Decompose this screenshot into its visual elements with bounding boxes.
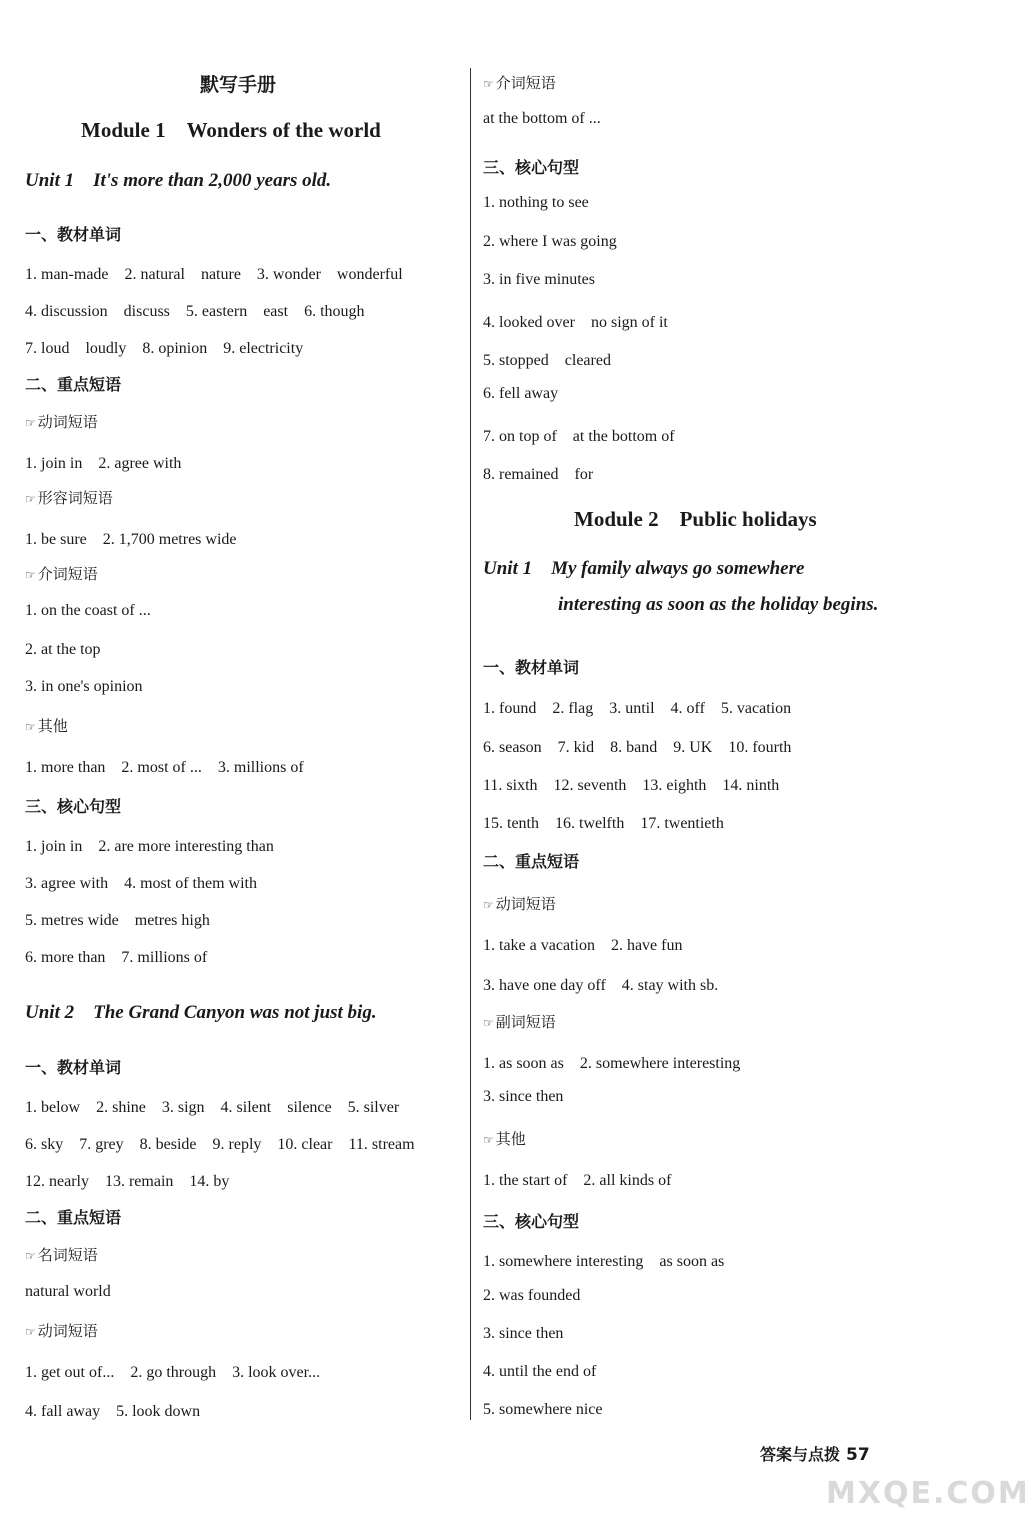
answer-line: at the bottom of ... — [483, 110, 601, 127]
unit1-heading-cont: interesting as soon as the holiday begins. — [558, 594, 879, 615]
answer-line: 12. nearly 13. remain 14. by — [25, 1173, 230, 1190]
answer-line: 8. remained for — [483, 466, 594, 483]
pointing-hand-icon: ☞ — [483, 1016, 494, 1030]
answer-line: 4. discussion discuss 5. eastern east 6. though — [25, 303, 365, 320]
answer-line: 3. have one day off 4. stay with sb. — [483, 977, 719, 994]
answer-line: 1. the start of 2. all kinds of — [483, 1172, 672, 1189]
pointing-hand-icon: ☞ — [483, 77, 494, 91]
section-heading: 一、教材单词 — [25, 225, 122, 244]
answer-line: 6. season 7. kid 8. band 9. UK 10. fourth — [483, 739, 792, 756]
answer-line: 5. metres wide metres high — [25, 912, 210, 929]
answer-line: 3. since then — [483, 1088, 564, 1105]
answer-line: 1. nothing to see — [483, 194, 589, 211]
answer-line: 1. join in 2. agree with — [25, 455, 182, 472]
pointing-hand-icon: ☞ — [25, 720, 36, 734]
answer-line: 4. looked over no sign of it — [483, 314, 668, 331]
subsection-heading: ☞ 动词短语 — [25, 1322, 98, 1340]
answer-line: 4. fall away 5. look down — [25, 1403, 201, 1420]
answer-line: 1. be sure 2. 1,700 metres wide — [25, 531, 237, 548]
section-heading: 三、核心句型 — [25, 797, 122, 816]
answer-line: natural world — [25, 1283, 111, 1300]
answer-line: 7. on top of at the bottom of — [483, 428, 675, 445]
answer-line: 1. join in 2. are more interesting than — [25, 838, 274, 855]
answer-line: 1. somewhere interesting as soon as — [483, 1253, 725, 1270]
answer-line: 1. get out of... 2. go through 3. look over... — [25, 1364, 321, 1381]
pointing-hand-icon: ☞ — [483, 1133, 494, 1147]
answer-line: 1. as soon as 2. somewhere interesting — [483, 1055, 741, 1072]
watermark: MXQE.COM — [826, 1476, 1030, 1511]
answer-line: 6. sky 7. grey 8. beside 9. reply 10. clear 11. stream — [25, 1136, 415, 1153]
answer-line: 11. sixth 12. seventh 13. eighth 14. ninth — [483, 777, 780, 794]
answer-line: 2. at the top — [25, 641, 101, 658]
answer-line: 3. agree with 4. most of them with — [25, 875, 257, 892]
subsection-heading: ☞ 动词短语 — [483, 895, 556, 913]
answer-line: 4. until the end of — [483, 1363, 597, 1380]
answer-line: 5. somewhere nice — [483, 1401, 603, 1418]
page-title: 默写手册 — [200, 74, 277, 96]
subsection-heading: ☞ 介词短语 — [25, 565, 98, 583]
answer-line: 2. where I was going — [483, 233, 617, 250]
answer-line: 1. below 2. shine 3. sign 4. silent silence 5. silver — [25, 1099, 400, 1116]
column-divider — [470, 68, 471, 1420]
section-heading: 三、核心句型 — [483, 158, 580, 177]
answer-line: 5. stopped cleared — [483, 352, 611, 369]
section-heading: 二、重点短语 — [483, 852, 580, 871]
pointing-hand-icon: ☞ — [25, 1325, 36, 1339]
pointing-hand-icon: ☞ — [25, 568, 36, 582]
subsection-heading: ☞ 名词短语 — [25, 1246, 98, 1264]
module1-heading: Module 1 Wonders of the world — [81, 118, 381, 142]
answer-line: 1. found 2. flag 3. until 4. off 5. vacation — [483, 700, 792, 717]
pointing-hand-icon: ☞ — [25, 492, 36, 506]
answer-line: 1. take a vacation 2. have fun — [483, 937, 683, 954]
section-heading: 二、重点短语 — [25, 1208, 122, 1227]
footer-label: 答案与点拨 — [760, 1445, 841, 1464]
pointing-hand-icon: ☞ — [25, 1249, 36, 1263]
section-heading: 一、教材单词 — [25, 1058, 122, 1077]
subsection-heading: ☞ 形容词短语 — [25, 489, 113, 507]
unit2-heading: Unit 2 The Grand Canyon was not just big. — [25, 1002, 377, 1023]
section-heading: 二、重点短语 — [25, 375, 122, 394]
answer-line: 6. more than 7. millions of — [25, 949, 208, 966]
page-footer — [760, 1442, 870, 1465]
subsection-heading: ☞ 其他 — [483, 1130, 526, 1148]
answer-line: 1. man-made 2. natural nature 3. wonder wonderful — [25, 266, 403, 283]
module2-heading: Module 2 Public holidays — [574, 507, 817, 531]
answer-line: 2. was founded — [483, 1287, 581, 1304]
section-heading: 一、教材单词 — [483, 658, 580, 677]
page-number: 57 — [846, 1445, 870, 1465]
subsection-heading: ☞ 副词短语 — [483, 1013, 556, 1031]
answer-line: 3. since then — [483, 1325, 564, 1342]
answer-line: 15. tenth 16. twelfth 17. twentieth — [483, 815, 724, 832]
pointing-hand-icon: ☞ — [483, 898, 494, 912]
answer-line: 7. loud loudly 8. opinion 9. electricity — [25, 340, 304, 357]
answer-line: 1. more than 2. most of ... 3. millions of — [25, 759, 304, 776]
unit1-heading: Unit 1 It's more than 2,000 years old. — [25, 170, 332, 191]
answer-line: 6. fell away — [483, 385, 559, 402]
answer-line: 3. in five minutes — [483, 271, 595, 288]
section-heading: 三、核心句型 — [483, 1212, 580, 1231]
pointing-hand-icon: ☞ — [25, 416, 36, 430]
answer-line: 1. on the coast of ... — [25, 602, 151, 619]
subsection-heading: ☞ 动词短语 — [25, 413, 98, 431]
subsection-heading: ☞ 其他 — [25, 717, 68, 735]
subsection-heading: ☞ 介词短语 — [483, 74, 556, 92]
answer-line: 3. in one's opinion — [25, 678, 143, 695]
unit1-heading: Unit 1 My family always go somewhere — [483, 558, 805, 579]
